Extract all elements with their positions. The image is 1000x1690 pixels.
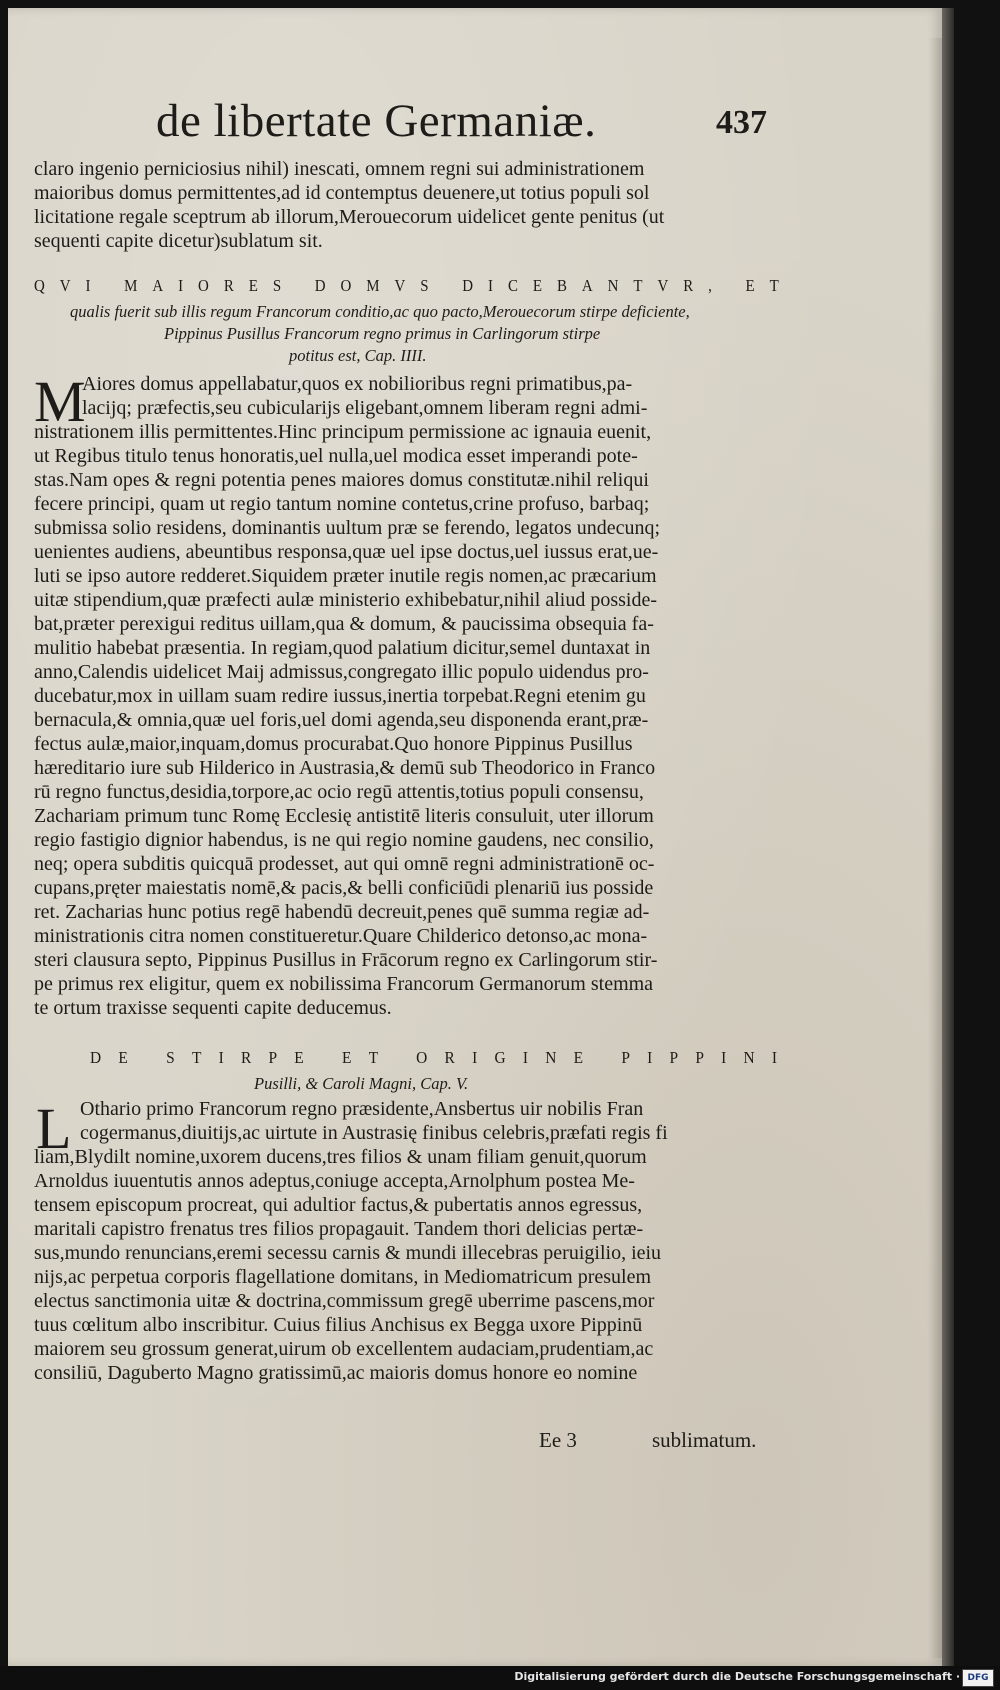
text-line: maiorem seu grossum generat,uirum ob excellentem audaciam,prudentiam,ac [34,1338,654,1360]
drop-capital: M [34,369,86,434]
text-line: uenientes audiens, abeuntibus responsa,quæ uel ipse doctus,uel iussus erat,ue- [34,541,659,563]
running-head [156,94,796,154]
page-edge [942,8,954,1666]
text-line: consiliū, Daguberto Magno gratissimū,ac maioris domus honore eo nomine [34,1362,638,1384]
text-line: ducebatur,mox in uillam suam redire iussus,inertia torpebat.Regni etenim gu [34,685,646,707]
text-line: pe primus rex eligitur, quem ex nobilissima Francorum Germanorum stemma [34,973,654,995]
text-line: nijs,ac perpetua corporis flagellatione domitans, in Mediomatricum presulem [34,1266,652,1288]
text-line: cogermanus,diuitijs,ac uirtute in Austrasię finibus celebris,præfati regis fi [80,1122,668,1144]
text-line: tensem episcopum procreat, qui adultior factus,& pubertatis annos egressus, [34,1194,643,1216]
text-line: hæreditario iure sub Hilderico in Austrasia,& demū sub Theodorico in Franco [34,757,656,779]
text-line: bat,præter perexigui reditus uillam,qua & domum, & paucissima obsequia fa- [34,613,654,635]
text-line: rū regno functus,desidia,torpore,ac ocio regū attentis,totius populi consensu, [34,781,644,803]
catchword: sublimatum. [652,1428,757,1452]
text-line: te ortum traxisse sequenti capite deducemus. [34,997,392,1019]
text-line: sus,mundo renuncians,eremi secessu carnis & mundi illecebras peruigilio, ieiu [34,1242,662,1264]
text-line: licitatione regale sceptrum ab illorum,Merouecorum uidelicet gente penitus (ut [34,206,665,228]
text-line: sequenti capite dicetur)sublatum sit. [34,230,323,252]
text-line: regio fastigio dignior habendus, is ne qui regio nomine gaudens, nec consilio, [34,829,654,851]
text-line: liam,Blydilt nomine,uxorem ducens,tres filios & unam filiam genuit,quorum [34,1146,647,1168]
book-page [8,8,942,1666]
text-line: tuus cœlitum albo inscribitur. Cuius filius Anchisus ex Begga uxore Pippinū [34,1314,643,1336]
chapter-heading-italic-line: Pippinus Pusillus Francorum regno primus in Carlingorum stirpe [164,324,601,343]
text-line: electus sanctimonia uitæ & doctrina,commissum gregē uberrime pascens,mor [34,1290,655,1312]
chapter-iiii-body [34,369,794,1033]
funding-credit: Digitalisierung gefördert durch die Deutsche Forschungsgemeinschaft · [514,1670,960,1683]
chapter-heading-italic-line: qualis fuerit sub illis regum Francorum conditio,ac quo pacto,Merouecorum stirpe deficiente, [70,302,690,321]
text-line: ret. Zacharias hunc potius regē habendū decreuit,penes quē summa regiæ ad- [34,901,650,923]
text-line: luti se ipso autore redderet.Siquidem præter inutile regis nomen,ac præcarium [34,565,657,587]
text-line: lacijq; præfectis,seu cubicularijs eligebant,omnem liberam regni admi- [82,397,648,419]
running-title: de libertate Germaniæ. [156,95,597,147]
text-line: Othario primo Francorum regno præsidente,Ansbertus uir nobilis Fran [80,1098,644,1120]
text-line: fectus aulæ,maior,inquam,domus procurabat.Quo honore Pippinus Pusillus [34,733,633,755]
text-line: stas.Nam opes & regni potentia penes maiores domus constitutæ.nihil reliqui [34,469,649,491]
page-number: 437 [716,104,767,141]
paragraph-continuation [34,158,779,268]
text-line: neq; opera subditis quicquā prodesset, aut qui omnē regni administrationē oc- [34,853,655,875]
signature-mark: Ee 3 [539,1428,577,1452]
text-line: claro ingenio perniciosius nihil) inescati, omnem regni sui administrationem [34,158,645,180]
chapter-heading-italic-line: Pusilli, & Caroli Magni, Cap. V. [254,1074,469,1093]
text-line: Aiores domus appellabatur,quos ex nobilioribus regni primatibus,pa- [82,373,633,395]
footer-bar [0,1666,1000,1690]
text-line: uitæ stipendium,quæ præfecti aulæ ministerio exhibebatur,nihil aliud posside- [34,589,658,611]
catchword-line [34,1428,794,1458]
text-line: cupans,pręter maiestatis nomē,& pacis,& belli conficiūdi plenariū ius posside [34,877,654,899]
chapter-heading-caps: QVI MAIORES DOMVS DICEBANTVR, ET [34,276,794,295]
text-line: anno,Calendis uidelicet Maij admissus,congregato illic populo uidendus pro- [34,661,649,683]
text-line: Arnoldus iuuentutis annos adeptus,coniuge accepta,Arnolphum postea Me- [34,1170,635,1192]
chapter-heading-italic-line: potitus est, Cap. IIII. [289,346,427,365]
chapter-heading-iiii [34,276,794,371]
chapter-heading-caps: DE STIRPE ET ORIGINE PIPPINI [90,1048,795,1067]
drop-capital: L [36,1096,72,1161]
text-line: Zachariam primum tunc Romę Ecclesię antistitē literis consuluit, uter illorum [34,805,654,827]
dfg-logo-icon: DFG [962,1669,994,1687]
page-gutter-shadow [928,38,942,1658]
text-line: steri clausura septo, Pippinus Pusillus in Frācorum regno ex Carlingorum stir- [34,949,658,971]
text-line: ut Regibus titulo tenus honoratis,uel nulla,uel modica esset imperandi pote- [34,445,638,467]
text-line: maritali capistro frenatus tres filios propagauit. Tandem thori delicias pertæ- [34,1218,644,1240]
text-line: submissa solio residens, dominantis uultum præ se ferendo, legatos undecunq; [34,517,661,539]
text-line: maioribus domus permittentes,ad id contemptus deuenere,ut totius populi sol [34,182,650,204]
text-line: mulitio habebat præsentia. In regiam,quod palatium dicitur,semel duntaxat in [34,637,651,659]
text-line: fecere principi, quam ut regio tantum nomine contetus,crine profuso, barbaq; [34,493,650,515]
text-line: nistrationem illis permittentes.Hinc principum permissione ac ignauia euenit, [34,421,652,443]
chapter-v-body [34,1098,794,1428]
text-line: bernacula,& omnia,quæ uel foris,uel domi agenda,seu disponenda erant,præ- [34,709,649,731]
text-line: ministrationis citra nomen constitueretur.Quare Childerico detonso,ac mona- [34,925,648,947]
